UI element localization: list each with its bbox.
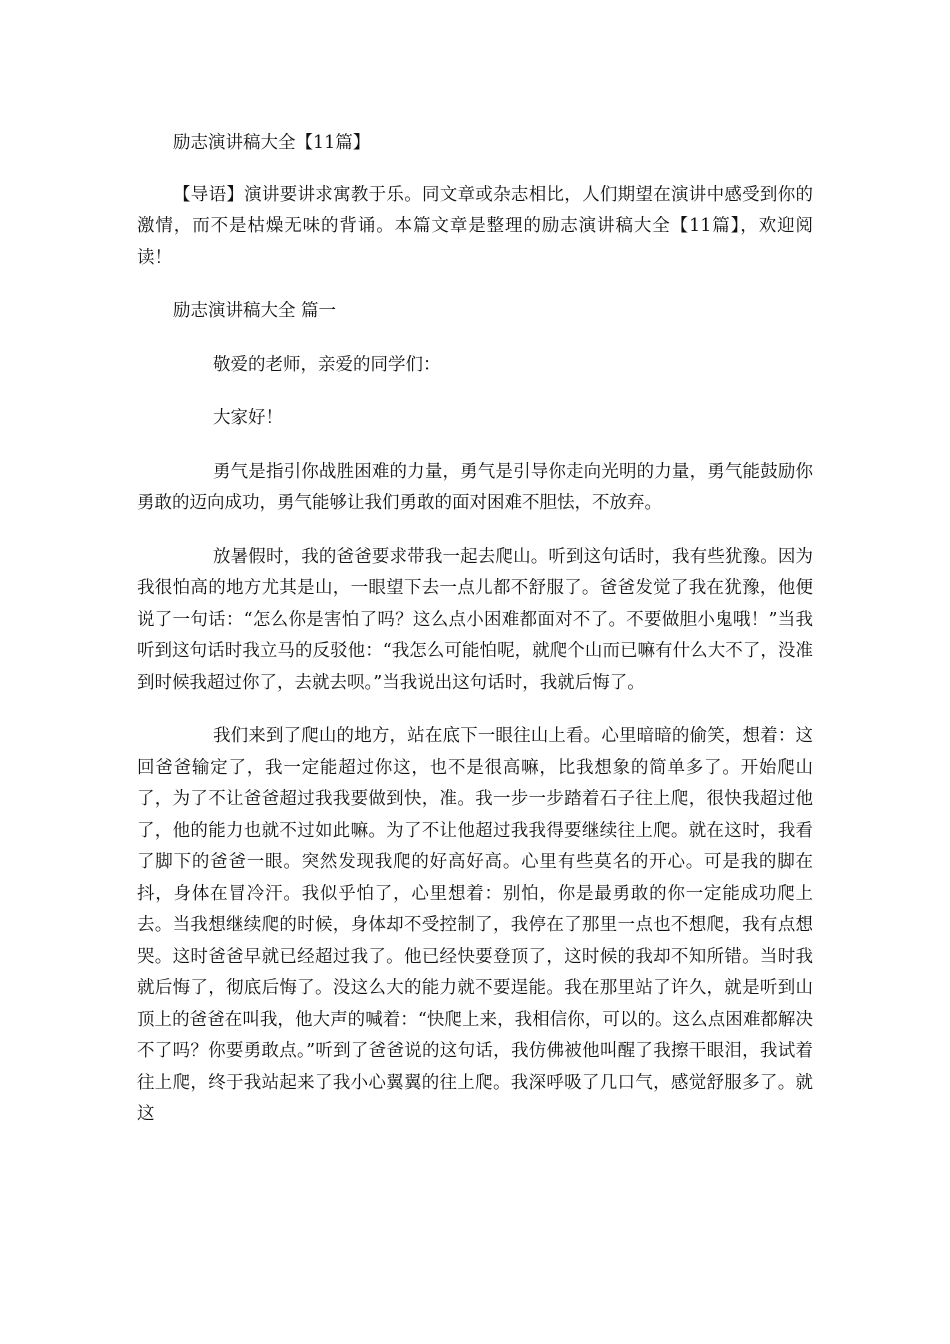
- section-heading: 励志演讲稿大全 篇一: [173, 301, 337, 321]
- document-title: 励志演讲稿大全【11篇】: [173, 133, 371, 153]
- body-paragraph: 放暑假时，我的爸爸要求带我一起去爬山。听到这句话时，我有些犹豫。因为我很怕高的地方尤其是山，一眼望下去一点儿都不舒服了。爸爸发觉了我在犹豫，他便说了一句话：“怎么你是害怕了吗？这么点小困难都面对不了。不要做胆小鬼哦！”当我听到这句话时我立马的反驳他：“我怎么可能怕呢，就爬个山而已嘛有什么大不了，没准到时候我超过你了，去就去呗。”当我说出这句话时，我就后悔了。: [137, 546, 813, 693]
- document-page: [137, 128, 813, 1131]
- greeting: 大家好！: [213, 408, 283, 428]
- body-paragraph: 勇气是指引你战胜困难的力量，勇气是引导你走向光明的力量，勇气能鼓励你勇敢的迈向成功，勇气能够让我们勇敢的面对困难不胆怯，不放弃。: [137, 461, 813, 513]
- salutation: 敬爱的老师，亲爱的同学们：: [213, 354, 441, 375]
- body-paragraph: 我们来到了爬山的地方，站在底下一眼往山上看。心里暗暗的偷笑，想着：这回爸爸输定了，我一定能超过你这，也不是很高嘛，比我想象的简单多了。开始爬山了，为了不让爸爸超过我我要做到快，准。我一步一步踏着石子往上爬，很快我超过他了，他的能力也就不过如此嘛。为了不让他超过我我得要继续往上爬。就在这时，我看了脚下的爸爸一眼。突然发现我爬的好高好高。心里有些莫名的开心。可是我的脚在抖，身体在冒冷汗。我似乎怕了，心里想着：别怕，你是最勇敢的你一定能成功爬上去。当我想继续爬的时候，身体却不受控制了，我停在了那里一点也不想爬，我有点想哭。这时爸爸早就已经超过我了。他已经快要登顶了，这时候的我却不知所错。当时我就后悔了，彻底后悔了。没这么大的能力就不要逞能。我在那里站了许久，就是听到山顶上的爸爸在叫我，他大声的喊着：“快爬上来，我相信你，可以的。这么点困难都解决不了吗？你要勇敢点。”听到了爸爸说的这句话，我仿佛被他叫醒了我擦干眼泪，我试着往上爬，终于我站起来了我小心翼翼的往上爬。我深呼吸了几口气，感觉舒服多了。就这: [137, 726, 813, 1124]
- intro-paragraph: 【导语】演讲要讲求寓教于乐。同文章或杂志相比，人们期望在演讲中感受到你的激情，而不是枯燥无味的背诵。本篇文章是整理的励志演讲稿大全【11篇】，欢迎阅读！: [137, 184, 813, 268]
